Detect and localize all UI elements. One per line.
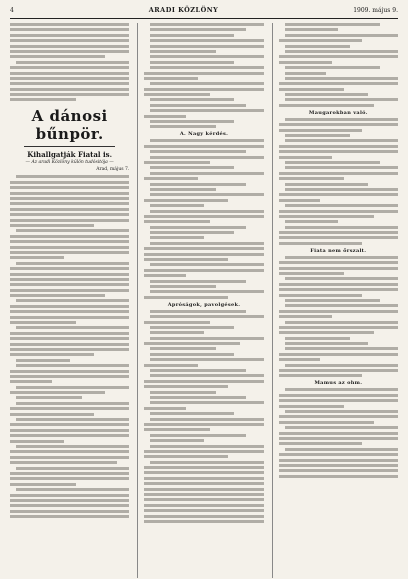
text-line: [144, 161, 210, 164]
section-heading: Maugarokban való.: [308, 109, 368, 116]
text-line: [279, 288, 398, 291]
text-line: [10, 504, 129, 507]
text-line: [279, 453, 398, 456]
text-line: [144, 274, 186, 277]
text-line: [279, 294, 363, 297]
text-line: [285, 66, 380, 69]
text-line: [150, 315, 263, 318]
text-line: [285, 347, 398, 350]
text-line: [150, 139, 263, 142]
text-line: [285, 28, 339, 31]
text-line: [10, 321, 76, 324]
text-line: [10, 256, 64, 259]
text-line: [285, 321, 398, 324]
text-line: [150, 104, 245, 107]
text-line: [279, 331, 374, 334]
text-line: [144, 477, 263, 480]
section-heading: A. Nagy kérdés.: [179, 131, 229, 138]
text-line: [150, 61, 234, 64]
text-line: [10, 82, 129, 85]
text-line: [285, 166, 398, 169]
text-line: [279, 172, 398, 175]
article-dateline: Arad, május 7.: [96, 167, 130, 173]
text-line: [279, 374, 363, 377]
text-line: [150, 337, 263, 340]
text-line: [150, 418, 263, 421]
text-line: [10, 423, 129, 426]
text-line: [279, 199, 321, 202]
text-line: [150, 45, 263, 48]
text-line: [10, 66, 129, 69]
text-line: [10, 240, 129, 243]
text-line: [150, 150, 245, 153]
text-line: [150, 461, 263, 464]
text-line: [279, 283, 398, 286]
text-line: [150, 34, 234, 37]
text-line: [279, 210, 398, 213]
column-3: [272, 23, 398, 578]
text-line: [279, 358, 321, 361]
text-line: [10, 370, 129, 373]
text-line: [150, 98, 234, 101]
text-line: [10, 72, 129, 75]
text-line: [285, 161, 380, 164]
text-line: [16, 61, 129, 64]
text-line: [10, 332, 129, 335]
subsection-heading: Fiata nem őrszalt.: [310, 247, 367, 254]
text-line: [10, 494, 129, 497]
text-line: [16, 326, 129, 329]
text-line: [16, 359, 70, 362]
text-line: [285, 118, 398, 121]
text-line: [144, 493, 263, 496]
text-line: [10, 55, 105, 58]
text-line: [10, 343, 129, 346]
text-line: [10, 88, 129, 91]
text-line: [285, 134, 351, 137]
text-line: [150, 55, 263, 58]
text-line: [150, 396, 245, 399]
text-line: [10, 50, 129, 53]
text-line: [144, 471, 263, 474]
text-line: [150, 226, 245, 229]
text-line: [10, 450, 129, 453]
header-rule: [10, 18, 398, 19]
text-line: [150, 120, 234, 123]
text-line: [285, 93, 369, 96]
text-line: [150, 263, 263, 266]
text-line: [10, 407, 129, 410]
text-line: [150, 347, 216, 350]
text-line: [285, 337, 351, 340]
text-line: [144, 450, 263, 453]
text-line: [144, 504, 263, 507]
text-line: [285, 299, 380, 302]
text-line: [16, 229, 129, 232]
text-line: [10, 510, 129, 513]
text-line: [279, 442, 363, 445]
text-line: [16, 364, 129, 367]
text-line: [144, 177, 198, 180]
text-line: [10, 294, 105, 297]
text-line: [10, 208, 129, 211]
text-line: [144, 253, 263, 256]
text-line: [10, 391, 105, 394]
text-line: [144, 428, 210, 431]
text-line: [144, 215, 263, 218]
text-line: [279, 55, 398, 58]
text-line: [285, 50, 398, 53]
text-line: [279, 475, 398, 478]
text-line: [150, 210, 263, 213]
text-line: [279, 415, 398, 418]
text-line: [144, 321, 210, 324]
text-line: [150, 125, 216, 128]
text-line: [10, 93, 129, 96]
text-line: [150, 358, 263, 361]
text-line: [150, 434, 245, 437]
text-line: [279, 145, 398, 148]
text-line: [150, 236, 204, 239]
text-line: [150, 156, 263, 159]
text-line: [10, 34, 129, 37]
text-line: [279, 326, 398, 329]
text-line: [144, 72, 263, 75]
subsection-heading: Apróságok, pavolgések.: [167, 301, 241, 308]
column-2: [137, 23, 263, 578]
text-line: [10, 39, 129, 42]
text-line: [279, 353, 398, 356]
text-line: [285, 342, 369, 345]
text-line: [10, 181, 129, 184]
text-line: [10, 305, 129, 308]
closing-heading: Mamus az ohm.: [314, 380, 363, 387]
text-line: [144, 407, 186, 410]
text-line: [150, 193, 263, 196]
text-line: [10, 289, 129, 292]
text-line: [10, 186, 129, 189]
text-line: [279, 82, 398, 85]
text-line: [150, 290, 263, 293]
text-line: [279, 310, 398, 313]
text-line: [279, 399, 398, 402]
text-line: [144, 509, 263, 512]
headline-rule: [24, 146, 115, 147]
text-line: [144, 258, 228, 261]
text-line: [150, 39, 263, 42]
text-line: [285, 426, 398, 429]
text-line: [16, 262, 129, 265]
text-line: [279, 104, 374, 107]
text-line: [144, 380, 263, 383]
text-line: [10, 224, 94, 227]
text-line: [144, 466, 263, 469]
text-line: [279, 437, 398, 440]
text-line: [285, 45, 351, 48]
text-line: [150, 231, 234, 234]
text-line: [150, 331, 204, 334]
text-line: [279, 129, 363, 132]
text-line: [285, 98, 398, 101]
text-line: [285, 277, 398, 280]
text-line: [150, 204, 204, 207]
text-line: [150, 374, 263, 377]
text-line: [150, 242, 263, 245]
text-line: [16, 386, 129, 389]
text-line: [144, 385, 228, 388]
text-line: [279, 464, 398, 467]
text-line: [279, 261, 398, 264]
text-line: [10, 456, 129, 459]
text-line: [10, 267, 129, 270]
text-line: [279, 394, 398, 397]
text-line: [10, 202, 129, 205]
text-line: [150, 82, 263, 85]
text-line: [285, 226, 398, 229]
text-line: [285, 256, 398, 259]
text-line: [144, 498, 263, 501]
text-line: [144, 88, 263, 91]
text-line: [10, 337, 129, 340]
text-line: [279, 150, 398, 153]
text-line: [10, 77, 129, 80]
text-line: [10, 429, 129, 432]
text-line: [10, 219, 129, 222]
text-line: [10, 353, 94, 356]
text-line: [150, 369, 245, 372]
text-line: [144, 488, 263, 491]
text-line: [10, 413, 94, 416]
text-line: [150, 23, 263, 26]
text-line: [10, 499, 129, 502]
text-line: [16, 175, 129, 178]
text-line: [144, 220, 210, 223]
text-line: [10, 472, 129, 475]
text-line: [10, 246, 129, 249]
text-line: [279, 215, 374, 218]
text-line: [285, 183, 369, 186]
text-line: [10, 28, 129, 31]
text-line: [144, 199, 228, 202]
text-line: [150, 326, 234, 329]
text-line: [10, 45, 129, 48]
text-line: [16, 299, 129, 302]
text-line: [10, 251, 129, 254]
text-line: [279, 123, 398, 126]
text-line: [144, 77, 198, 80]
text-line: [150, 280, 245, 283]
text-line: [10, 98, 76, 101]
text-line: [279, 267, 398, 270]
text-line: [285, 34, 398, 37]
text-line: [285, 204, 398, 207]
text-line: [10, 316, 129, 319]
text-line: [10, 278, 129, 281]
text-line: [279, 61, 333, 64]
text-line: [144, 364, 198, 367]
text-line: [285, 410, 398, 413]
text-line: [144, 515, 263, 518]
text-line: [279, 231, 398, 234]
text-line: [279, 405, 345, 408]
text-line: [10, 375, 129, 378]
text-line: [144, 296, 228, 299]
text-line: [279, 469, 398, 472]
text-line: [10, 515, 129, 518]
text-line: [10, 235, 129, 238]
text-columns: [10, 23, 398, 578]
text-line: [144, 145, 263, 148]
text-line: [10, 310, 129, 313]
text-line: [279, 272, 345, 275]
text-line: [285, 304, 398, 307]
text-line: [144, 115, 186, 118]
text-line: [10, 483, 76, 486]
text-line: [150, 391, 216, 394]
text-line: [279, 88, 345, 91]
column-1: [10, 23, 129, 578]
text-line: [16, 396, 82, 399]
text-line: [279, 193, 398, 196]
article-headline: A dánosi bűnpör.: [31, 107, 108, 144]
text-line: [150, 310, 245, 313]
text-line: [144, 520, 263, 523]
text-line: [285, 23, 380, 26]
text-line: [10, 380, 52, 383]
page-number: 4: [10, 7, 14, 14]
text-line: [285, 72, 327, 75]
text-line: [150, 28, 245, 31]
text-line: [10, 197, 129, 200]
text-line: [279, 421, 374, 424]
text-line: [150, 412, 234, 415]
text-line: [285, 188, 398, 191]
text-line: [279, 242, 363, 245]
text-line: [150, 166, 234, 169]
text-line: [10, 434, 129, 437]
text-line: [144, 247, 263, 250]
text-line: [285, 448, 398, 451]
text-line: [150, 353, 234, 356]
text-line: [10, 273, 129, 276]
text-line: [144, 93, 210, 96]
text-line: [279, 315, 333, 318]
text-line: [150, 439, 204, 442]
article-subheadline: Kihallgatják Fiatal is.: [27, 150, 113, 160]
text-line: [279, 156, 333, 159]
text-line: [279, 369, 398, 372]
issue-date: 1909. május 9.: [353, 7, 398, 14]
text-line: [16, 488, 129, 491]
text-line: [150, 285, 216, 288]
text-line: [150, 66, 263, 69]
text-line: [10, 192, 129, 195]
text-line: [144, 455, 228, 458]
text-line: [16, 467, 129, 470]
text-line: [150, 445, 263, 448]
article-byline: — Az aradi Közlöny külön tudósitója —: [25, 160, 114, 166]
text-line: [150, 172, 263, 175]
text-line: [144, 269, 263, 272]
text-line: [285, 364, 398, 367]
text-line: [16, 445, 129, 448]
text-line: [279, 432, 398, 435]
text-line: [10, 348, 129, 351]
text-line: [279, 459, 398, 462]
text-line: [16, 402, 129, 405]
text-line: [16, 418, 129, 421]
text-line: [10, 440, 64, 443]
text-line: [144, 482, 263, 485]
text-line: [144, 423, 263, 426]
text-line: [10, 461, 117, 464]
text-line: [279, 236, 398, 239]
newspaper-title: ARADI KÖZLÖNY: [148, 6, 219, 14]
text-line: [150, 183, 245, 186]
text-line: [150, 188, 216, 191]
text-line: [150, 50, 216, 53]
text-line: [150, 401, 263, 404]
text-line: [10, 283, 129, 286]
text-line: [279, 39, 363, 42]
text-line: [285, 77, 398, 80]
text-line: [150, 109, 263, 112]
text-line: [10, 213, 129, 216]
text-line: [285, 388, 398, 391]
text-line: [10, 477, 129, 480]
text-line: [279, 177, 345, 180]
text-line: [285, 139, 398, 142]
text-line: [10, 23, 129, 26]
text-line: [285, 220, 339, 223]
text-line: [144, 342, 239, 345]
page-header: [10, 6, 398, 16]
